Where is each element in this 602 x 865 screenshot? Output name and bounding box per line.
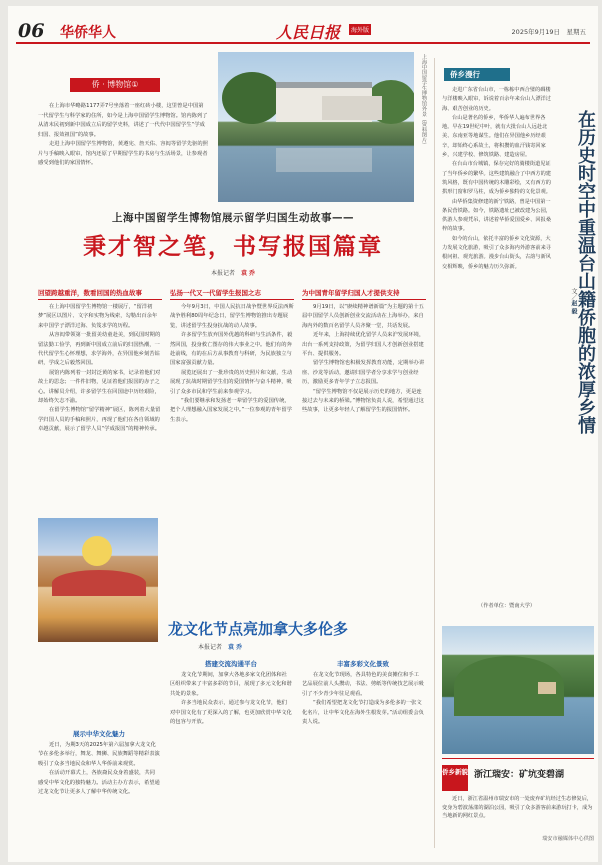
section-heading: 丰富多彩文化景致	[337, 660, 389, 668]
paragraph: 台山是著名的侨乡，华侨华人遍布世界各地。早在19世纪中叶，就有大批台山人远赴北美、东南亚等地谋生。他们在异国他乡历经艰辛，却始终心系故土，将积攒的血汗钱寄回家乡，兴建学校、修筑铁路、建造房屋。	[442, 114, 548, 159]
right-author: 文／赵 毅	[570, 288, 577, 315]
paragraph: 近年来，上海持续优化留学人员来沪发展环境，出台一系列支持政策，为留学归国人才创新创业搭建平台、提供服务。	[302, 332, 425, 358]
article-column	[170, 656, 292, 727]
second-story-byline: 本报记者 袁 乔	[198, 644, 243, 651]
lake-photo	[442, 626, 594, 754]
article-column	[302, 656, 424, 727]
edition-badge: 海外版	[349, 24, 371, 35]
section-heading: 为中国青年留学归国人才提供支持	[302, 288, 426, 300]
paragraph: “留学生博物馆不仅是展示历史的地方，更是连接过去与未来的桥梁。”博物馆负责人说，希望通过这些故事，让更多年轻人了解留学生的报国情怀。	[302, 388, 424, 414]
paragraph: 许多当地民众表示，通过参与龙文化节，他们对中国文化有了更深入的了解，也更加欣赏中华文化的包容与开放。	[170, 700, 292, 726]
author-affiliation: （作者单位：暨南大学）	[478, 603, 536, 609]
story-subtitle: 上海中国留学生博物馆展示留学归国生动故事——	[112, 212, 354, 224]
intro-paragraph: 走进上海中国留学生博物馆，黄遵宪、詹天佑、容闳等留学先驱的照片与手稿映入眼帘，馆内还原了早期留学生的书房与生活场景，让参观者感受到他们的家国情怀。	[38, 141, 208, 166]
story-headline: 秉才智之笔，书写报国篇章	[83, 233, 383, 260]
page-number: 06	[18, 20, 45, 42]
paragraph: 近日，为期3天的2025年第六届加拿大龙文化节在多伦多举行，舞龙、舞狮、民族舞蹈等精彩表演吸引了众多当地民众和华人华侨前来观赏。	[38, 742, 160, 767]
paragraph: 在台山市台城镇，保存完好的骑楼街道见证了当年侨乡的繁华。这些建筑融合了中西方的建筑风格，既有中国传统的木雕彩绘，又有西方的拱形门窗和罗马柱，成为侨乡独特的文化景观。	[442, 161, 551, 196]
paper-logo: 人民日报	[276, 23, 341, 42]
paragraph: 在留学生博物馆“留学精神”展区，陈列着大量留学归国人员的手稿和照片，再现了他们在各自领域的卓越贡献，展示了留学人员“学成报国”的精神传承。	[38, 407, 161, 433]
series-tag: 侨 · 博物馆①	[70, 78, 160, 92]
paragraph: “我们希望把龙文化节打造成为多伦多的一张文化名片，让中华文化在海外生根发芽。”活动组委会负责人说。	[302, 700, 424, 726]
paragraph: 今年9月3日，中国人民抗日战争暨世界反法西斯战争胜利80周年纪念日，留学生博物馆推出专题展览，讲述留学生投身抗战的动人故事。	[170, 304, 294, 329]
footer-feature	[442, 758, 594, 842]
column-divider	[434, 58, 435, 848]
paragraph: 如今的台山，依托丰富的侨乡文化资源，大力发展文化旅游，吸引了众多海内外游客前来寻根问祖、观光旅游。漫步台山街头，古韵与新风交相辉映，侨乡的魅力历久弥新。	[442, 235, 551, 270]
photo-caption: 上海中国留学生博物馆外景（资料图片）	[421, 54, 427, 148]
dragon-festival-photo	[38, 518, 158, 642]
paragraph: 从容闳带领第一批留美幼童赴美，到民国时期的留法勤工俭学，再到新中国成立前后的归国热潮，一代代留学生心怀理想，求学海外，在异国他乡刻苦钻研，学成之后毅然回国。	[38, 332, 161, 367]
paragraph: 9月19日，以“赓续精神谱新篇”为主题的第十五届中国留学人员创新创业交流活动在上海举办，来自海内外的数百名留学人员齐聚一堂，共话发展。	[302, 304, 424, 329]
photo-credit: 瑞安市融媒体中心供图	[542, 836, 594, 842]
paragraph: 留学生博物馆也积极发挥教育功能，定期举办讲座、沙龙等活动，邀请归国学者分享求学与创业经历，激励更多青年学子立志报国。	[302, 360, 425, 386]
paragraph: 展览还展出了一批珍贵的历史照片和文献，生动展现了抗战时期留学生们的爱国情怀与奋斗精神，吸引了众多市民和学生前来参观学习。	[170, 369, 293, 395]
story-byline: 本报记者 袁 乔	[210, 270, 256, 277]
article-column	[38, 288, 162, 435]
paragraph: 在龙文化节现场，各具特色的美食摊位和手工艺品展位前人头攒动，书法、剪纸等传统技艺展示吸引了不少青少年驻足观看。	[302, 672, 424, 697]
section-heading: 展示中华文化魅力	[73, 730, 125, 738]
museum-photo	[218, 52, 414, 202]
feature-badge: 侨乡新貌	[442, 765, 468, 791]
paragraph: 走进广东省台山市，一栋栋中西合璧的碉楼与洋楼映入眼帘，诉说着百余年来台山人漂洋过海、艰苦创业的历史。	[442, 87, 551, 112]
paragraph: 许多留学生放弃国外优越的科研与生活条件，毅然回国，投身救亡图存的伟大事业之中。他们有的奔赴前线，有的在后方从事教育与科研，为民族独立与国家富强贡献力量。	[170, 332, 293, 367]
right-article-text	[442, 86, 552, 272]
section-heading: 回望跨越重洋，数看回国的热血故事	[38, 288, 162, 300]
second-story-headline: 龙文化节点亮加拿大多伦多	[168, 620, 349, 638]
article-column	[38, 726, 160, 797]
feature-title: 浙江瑞安：矿坑变碧湖	[474, 770, 565, 780]
intro-paragraph: 在上海市华略路1177弄7号坐落着一座红砖小楼，这里曾是中国第一代留学生与科学家的住所，如今是上海中国留学生博物馆。馆内陈列了从清末民初到新中国成立后的留学史料，讲述了一代代中国留学生“学成归国、报效祖国”的故事。	[38, 103, 208, 138]
feature-body: 近日，浙江省温州市瑞安市的一处废弃矿坑经过生态修复后，变身为碧波荡漾的湖泊公园，吸引了众多游客前来游玩打卡，成为当地新的网红景点。	[442, 796, 593, 820]
vertical-headline: 在历史时空中重温台山籍侨胞的浓厚乡情	[575, 110, 596, 434]
section-heading: 搭建交流沟通平台	[205, 660, 257, 668]
section-heading: 弘扬一代又一代留学生报国之志	[170, 288, 294, 300]
paragraph: 在活动开幕式上，各族裔民众身着盛装，共同感受中华文化的独特魅力。活动主办方表示，希望通过龙文化节让更多人了解中华传统文化。	[38, 770, 160, 796]
column-tag: 侨乡漫行	[444, 68, 510, 81]
paragraph: “我们要继承和发扬老一辈留学生的爱国传统，把个人理想融入国家发展之中。”一位参观的青年留学生表示。	[170, 398, 292, 423]
masthead	[16, 22, 590, 44]
paragraph: 由华侨集资修建的新宁铁路，曾是中国第一条民营铁路。如今，铁路遗址已被改建为公园，供游人参观凭吊，讲述着华侨爱国爱乡、回报桑梓的故事。	[442, 198, 551, 233]
article-column	[302, 288, 426, 416]
paragraph: 龙文化节期间，加拿大各地多家文化团体和社区组织带来了丰富多彩的节目，展现了多元文化和谐共处的景象。	[170, 672, 292, 697]
section-name: 华侨华人	[60, 25, 116, 41]
intro-text	[38, 102, 208, 169]
issue-date: 2025年9月19日 星期五	[511, 28, 586, 36]
paragraph: 展馆内陈列着一封封泛黄的家书，记录着他们对故土的思念；一件件旧物，见证着他们报国的赤子之心。讲解员介绍，许多留学生在回国途中历经艰险，却始终矢志不渝。	[38, 369, 161, 405]
newspaper-page	[8, 6, 598, 862]
article-column	[170, 288, 294, 425]
paragraph: 在上海中国留学生博物馆一楼展厅，“留洋初梦”展区以图片、文字和实物为线索，勾勒出百余年来中国学子漂洋过海、负笈求学的历程。	[38, 304, 158, 329]
